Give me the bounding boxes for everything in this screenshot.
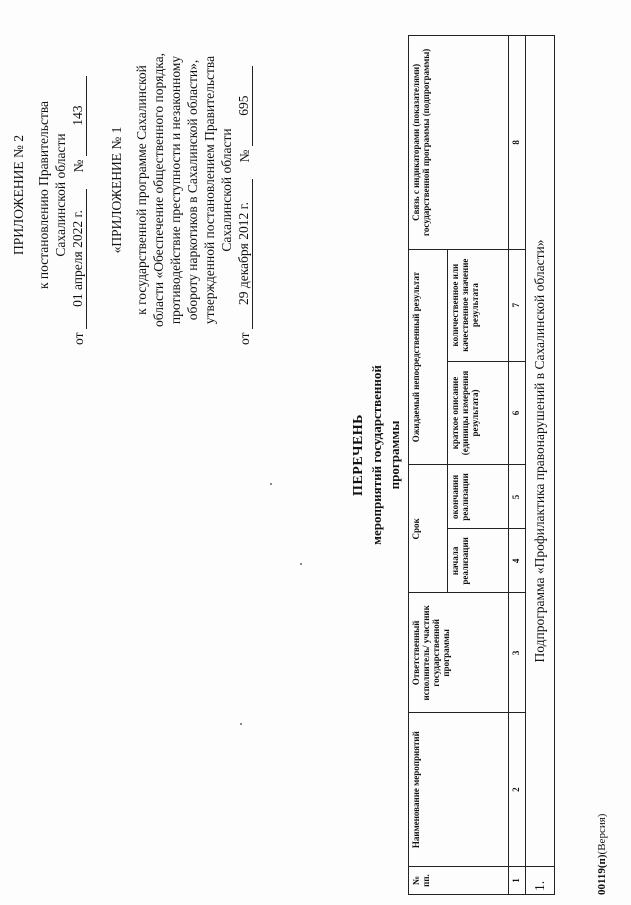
appendix-1-line-4: обороту наркотиков в Сахалинской области», [185, 59, 200, 321]
header-term-start: начала реализации [448, 529, 509, 593]
column-number: 8 [509, 36, 526, 250]
subprogram-number: 1. [526, 867, 555, 895]
appendix-1-line-1: к государственной программе Сахалинской [134, 65, 149, 315]
column-number: 6 [509, 361, 526, 465]
appendix-2-date-row [69, 45, 87, 345]
appendix-2-date: 01 апреля 2022 г. [69, 189, 87, 329]
header-result-desc: краткое описание (единицы измерения результата) [448, 361, 509, 465]
appendix-2-number: 143 [69, 76, 87, 156]
appendix-1-line-2: области «Обеспечение общественного порядка, [151, 52, 166, 328]
footer-code [596, 814, 608, 895]
header-result-value: количественное или качественное значение результата [448, 249, 509, 361]
measures-table [408, 35, 555, 895]
appendix-2-number-label: № [71, 159, 86, 173]
subprogram-title: Подпрограмма «Профилактика правонарушений в Сахалинской области» [526, 36, 555, 867]
header-term: Срок [409, 465, 448, 593]
footer-version: (Версия) [596, 813, 608, 855]
appendix-2-ot-label: от [71, 332, 86, 345]
column-number: 5 [509, 465, 526, 529]
appendix-2-title: ПРИЛОЖЕНИЕ № 2 [11, 134, 26, 256]
column-number: 4 [509, 529, 526, 593]
appendix-1-line-3: противодействие преступности и незаконному [168, 55, 183, 325]
appendix-1-ot-label: от [237, 332, 252, 345]
appendix-1-date-row [235, 15, 253, 365]
subprogram-row [526, 36, 555, 895]
column-number-row [509, 36, 526, 895]
heading-subtitle: мероприятий государственной программы [369, 365, 402, 545]
appendix-1-number-label: № [237, 149, 252, 163]
appendix-1-date: 29 декабря 2012 г. [235, 179, 253, 329]
appendix-2-line-2: Сахалинской области [53, 133, 68, 257]
table-header-row-1 [409, 36, 448, 895]
heading-title: ПЕРЕЧЕНЬ [351, 414, 366, 496]
appendix-1-number: 695 [235, 66, 253, 146]
appendix-1-line-6: Сахалинской области [219, 128, 234, 252]
header-responsible: Ответственный исполнитель/ участник государственной программы [409, 593, 509, 713]
header-term-end: окончания реализации [448, 465, 509, 529]
appendix-1-block [108, 15, 253, 365]
column-number: 1 [509, 867, 526, 895]
scan-speck [300, 563, 302, 565]
footer-code-number: 00119(п) [596, 854, 608, 895]
column-number: 3 [509, 593, 526, 713]
appendix-1-title: «ПРИЛОЖЕНИЕ № 1 [109, 126, 124, 254]
column-number: 7 [509, 249, 526, 361]
column-number: 2 [509, 713, 526, 867]
appendix-2-line-1: к постановлению Правительства [36, 100, 51, 290]
appendix-1-line-5: утвержденной постановлением Правительства [202, 55, 217, 325]
header-result: Ожидаемый непосредственный результат [409, 249, 448, 465]
appendix-2-block [10, 45, 87, 345]
scan-speck [270, 483, 272, 485]
scan-speck [240, 723, 242, 725]
header-num: № пп. [409, 867, 509, 895]
header-name: Наименование мероприятий [409, 713, 509, 867]
document-heading [350, 335, 404, 575]
header-link: Связь с индикаторами (показателями) государственной программы (подпрограммы) [409, 36, 509, 250]
